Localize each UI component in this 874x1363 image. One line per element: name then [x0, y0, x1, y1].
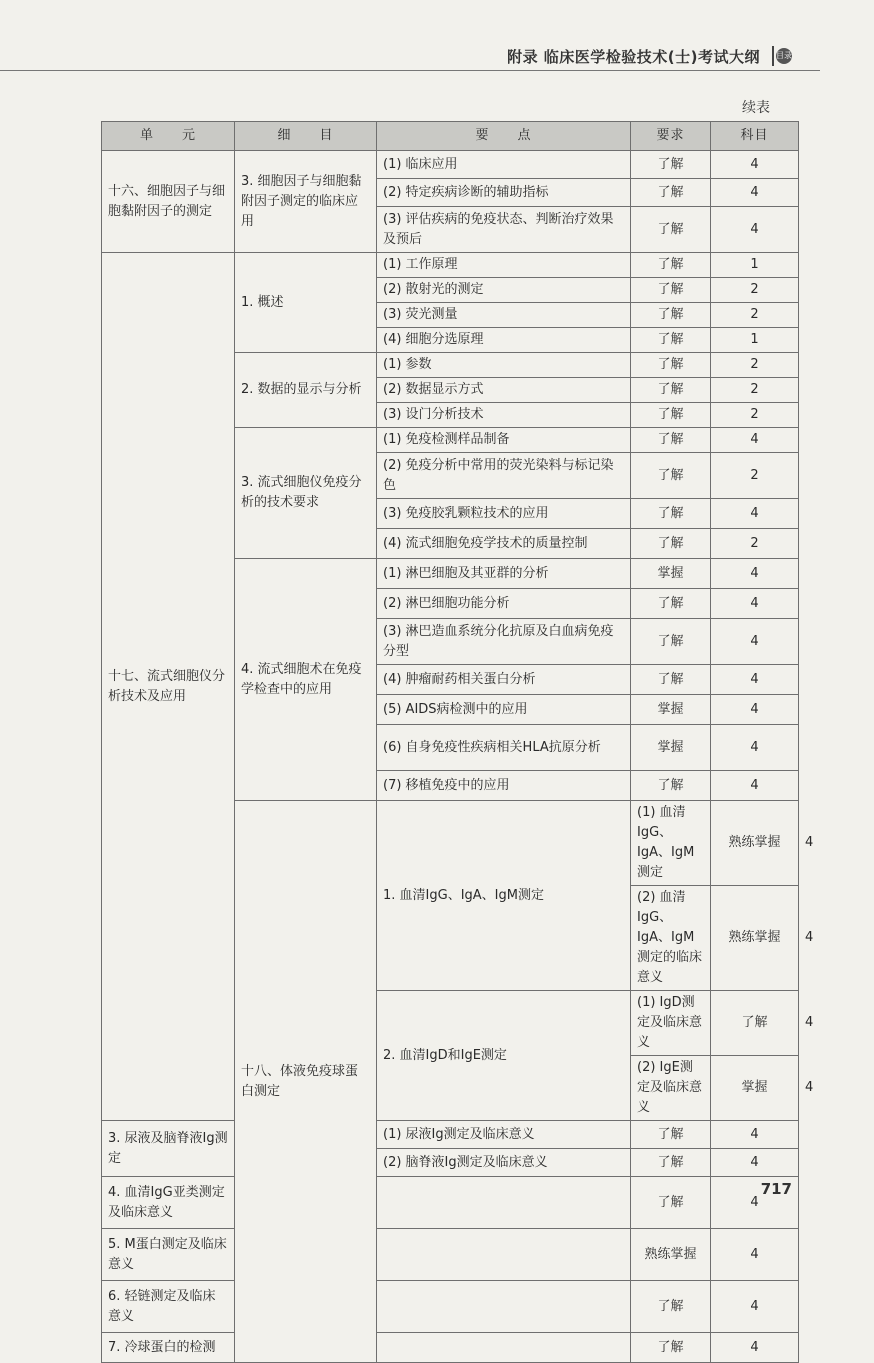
requirement-cell: 了解 — [631, 179, 711, 207]
requirement-cell: 了解 — [631, 589, 711, 619]
subject-cell: 2 — [711, 453, 799, 499]
point-cell: (2) 数据显示方式 — [377, 378, 631, 403]
column-header-point: 要 点 — [377, 122, 631, 151]
unit-cell: 十六、细胞因子与细胞黏附因子的测定 — [102, 151, 235, 253]
requirement-cell: 熟练掌握 — [711, 886, 799, 991]
subject-cell: 2 — [711, 303, 799, 328]
requirement-cell: 了解 — [631, 378, 711, 403]
subject-cell: 4 — [711, 1333, 799, 1363]
point-cell — [377, 1281, 631, 1333]
subject-cell: 4 — [711, 725, 799, 771]
point-cell: (2) 特定疾病诊断的辅助指标 — [377, 179, 631, 207]
column-header-requirement: 要求 — [631, 122, 711, 151]
header-divider — [772, 46, 774, 66]
subject-cell: 4 — [711, 1177, 799, 1229]
table-row — [102, 151, 799, 179]
unit-cell: 十八、体液免疫球蛋白测定 — [235, 801, 377, 1363]
column-header-item: 细 目 — [235, 122, 377, 151]
syllabus-table — [101, 121, 814, 1363]
point-cell: (4) 细胞分选原理 — [377, 328, 631, 353]
requirement-cell: 熟练掌握 — [711, 801, 799, 886]
requirement-cell: 了解 — [631, 253, 711, 278]
table-row — [102, 1281, 799, 1333]
subject-cell: 4 — [711, 499, 799, 529]
subject-cell: 4 — [711, 179, 799, 207]
subject-cell: 1 — [711, 253, 799, 278]
point-cell: (1) 尿液Ig测定及临床意义 — [377, 1121, 631, 1149]
requirement-cell: 掌握 — [631, 725, 711, 771]
table-row: 2. 血清IgD和IgE测定 (1) IgD测定及临床意义 了解 4 — [102, 991, 799, 1056]
point-cell: (2) 脑脊液Ig测定及临床意义 — [377, 1149, 631, 1177]
point-cell — [377, 1333, 631, 1363]
point-cell: (3) 荧光测量 — [377, 303, 631, 328]
header-title: 附录 临床医学检验技术(士)考试大纲 — [507, 48, 760, 66]
requirement-cell: 了解 — [631, 665, 711, 695]
running-header — [0, 40, 820, 71]
point-cell: (3) 评估疾病的免疫状态、判断治疗效果及预后 — [377, 207, 631, 253]
item-cell: 2. 血清IgD和IgE测定 — [377, 991, 631, 1121]
requirement-cell: 了解 — [631, 353, 711, 378]
subject-cell: 2 — [711, 353, 799, 378]
point-cell: (2) 免疫分析中常用的荧光染料与标记染色 — [377, 453, 631, 499]
table-row — [102, 1177, 799, 1229]
item-cell: 7. 冷球蛋白的检测 — [102, 1333, 235, 1363]
requirement-cell: 了解 — [631, 529, 711, 559]
requirement-cell: 掌握 — [631, 695, 711, 725]
point-cell: (3) 淋巴造血系统分化抗原及白血病免疫分型 — [377, 619, 631, 665]
point-cell: (3) 免疫胶乳颗粒技术的应用 — [377, 499, 631, 529]
point-cell: (7) 移植免疫中的应用 — [377, 771, 631, 801]
requirement-cell: 了解 — [631, 1149, 711, 1177]
subject-cell: 1 — [711, 328, 799, 353]
item-cell: 3. 流式细胞仪免疫分析的技术要求 — [235, 428, 377, 559]
requirement-cell: 了解 — [631, 328, 711, 353]
point-cell: (2) 淋巴细胞功能分析 — [377, 589, 631, 619]
column-header-unit: 单 元 — [102, 122, 235, 151]
continued-label: 续表 — [742, 100, 770, 116]
table-row: (2) 血清IgG、IgA、IgM测定的临床意义 熟练掌握 4 — [102, 886, 799, 991]
subject-cell: 4 — [711, 665, 799, 695]
item-cell: 5. M蛋白测定及临床意义 — [102, 1229, 235, 1281]
subject-cell: 4 — [711, 151, 799, 179]
item-cell: 1. 血清IgG、IgA、IgM测定 — [377, 801, 631, 991]
table-row: (2) IgE测定及临床意义 掌握 4 — [102, 1056, 799, 1121]
point-cell: (2) 散射光的测定 — [377, 278, 631, 303]
table-row — [102, 1229, 799, 1281]
subject-cell: 4 — [711, 1281, 799, 1333]
requirement-cell: 了解 — [631, 403, 711, 428]
point-cell: (1) 参数 — [377, 353, 631, 378]
point-cell: (6) 自身免疫性疾病相关HLA抗原分析 — [377, 725, 631, 771]
requirement-cell: 了解 — [631, 278, 711, 303]
requirement-cell: 熟练掌握 — [631, 1229, 711, 1281]
point-cell: (4) 肿瘤耐药相关蛋白分析 — [377, 665, 631, 695]
subject-cell: 4 — [711, 1149, 799, 1177]
requirement-cell: 了解 — [631, 428, 711, 453]
point-cell — [377, 1177, 631, 1229]
table-row — [102, 1333, 799, 1363]
point-cell: (1) 血清IgG、IgA、IgM测定 — [631, 801, 711, 886]
requirement-cell: 了解 — [631, 1281, 711, 1333]
table-row — [102, 1121, 799, 1149]
requirement-cell: 了解 — [631, 207, 711, 253]
requirement-cell: 掌握 — [631, 559, 711, 589]
requirement-cell: 了解 — [631, 151, 711, 179]
item-cell: 6. 轻链测定及临床意义 — [102, 1281, 235, 1333]
unit-cell: 十七、流式细胞仪分析技术及应用 — [102, 253, 235, 1121]
subject-cell: 4 — [711, 589, 799, 619]
requirement-cell: 了解 — [631, 771, 711, 801]
subject-cell: 2 — [711, 278, 799, 303]
requirement-cell: 了解 — [631, 499, 711, 529]
item-cell: 4. 流式细胞术在免疫学检查中的应用 — [235, 559, 377, 801]
point-cell: (1) 工作原理 — [377, 253, 631, 278]
point-cell: (2) 血清IgG、IgA、IgM测定的临床意义 — [631, 886, 711, 991]
table-header-row — [102, 122, 799, 151]
item-cell: 1. 概述 — [235, 253, 377, 353]
requirement-cell: 了解 — [631, 1333, 711, 1363]
item-cell: 4. 血清IgG亚类测定及临床意义 — [102, 1177, 235, 1229]
point-cell: (4) 流式细胞免疫学技术的质量控制 — [377, 529, 631, 559]
point-cell: (3) 设门分析技术 — [377, 403, 631, 428]
item-cell: 3. 细胞因子与细胞黏附因子测定的临床应用 — [235, 151, 377, 253]
subject-cell: 2 — [711, 378, 799, 403]
point-cell: (5) AIDS病检测中的应用 — [377, 695, 631, 725]
column-header-subject: 科目 — [711, 122, 799, 151]
table-row — [102, 253, 799, 278]
requirement-cell: 了解 — [631, 303, 711, 328]
table-row: 十八、体液免疫球蛋白测定 1. 血清IgG、IgA、IgM测定 (1) 血清IgG、IgA、IgM测定 熟练掌握 4 — [102, 801, 799, 886]
subject-cell: 2 — [711, 403, 799, 428]
point-cell: (1) 免疫检测样品制备 — [377, 428, 631, 453]
point-cell: (1) 淋巴细胞及其亚群的分析 — [377, 559, 631, 589]
point-cell — [377, 1229, 631, 1281]
subject-cell: 4 — [711, 619, 799, 665]
requirement-cell: 了解 — [631, 453, 711, 499]
table-body — [102, 151, 814, 1363]
point-cell: (1) 临床应用 — [377, 151, 631, 179]
point-cell: (2) IgE测定及临床意义 — [631, 1056, 711, 1121]
subject-cell: 4 — [711, 1229, 799, 1281]
subject-cell: 4 — [711, 695, 799, 725]
requirement-cell: 了解 — [631, 1177, 711, 1229]
subject-cell: 4 — [711, 207, 799, 253]
requirement-cell: 了解 — [631, 619, 711, 665]
item-cell: 3. 尿液及脑脊液Ig测定 — [102, 1121, 235, 1177]
requirement-cell: 了解 — [631, 1121, 711, 1149]
page-number: 717 — [760, 1180, 792, 1198]
point-cell: (1) IgD测定及临床意义 — [631, 991, 711, 1056]
chapter-badge-icon: 目录 — [776, 48, 792, 64]
requirement-cell: 掌握 — [711, 1056, 799, 1121]
item-cell: 2. 数据的显示与分析 — [235, 353, 377, 428]
subject-cell: 4 — [711, 559, 799, 589]
subject-cell: 2 — [711, 529, 799, 559]
subject-cell: 4 — [711, 428, 799, 453]
requirement-cell: 了解 — [711, 991, 799, 1056]
subject-cell: 4 — [711, 771, 799, 801]
subject-cell: 4 — [711, 1121, 799, 1149]
